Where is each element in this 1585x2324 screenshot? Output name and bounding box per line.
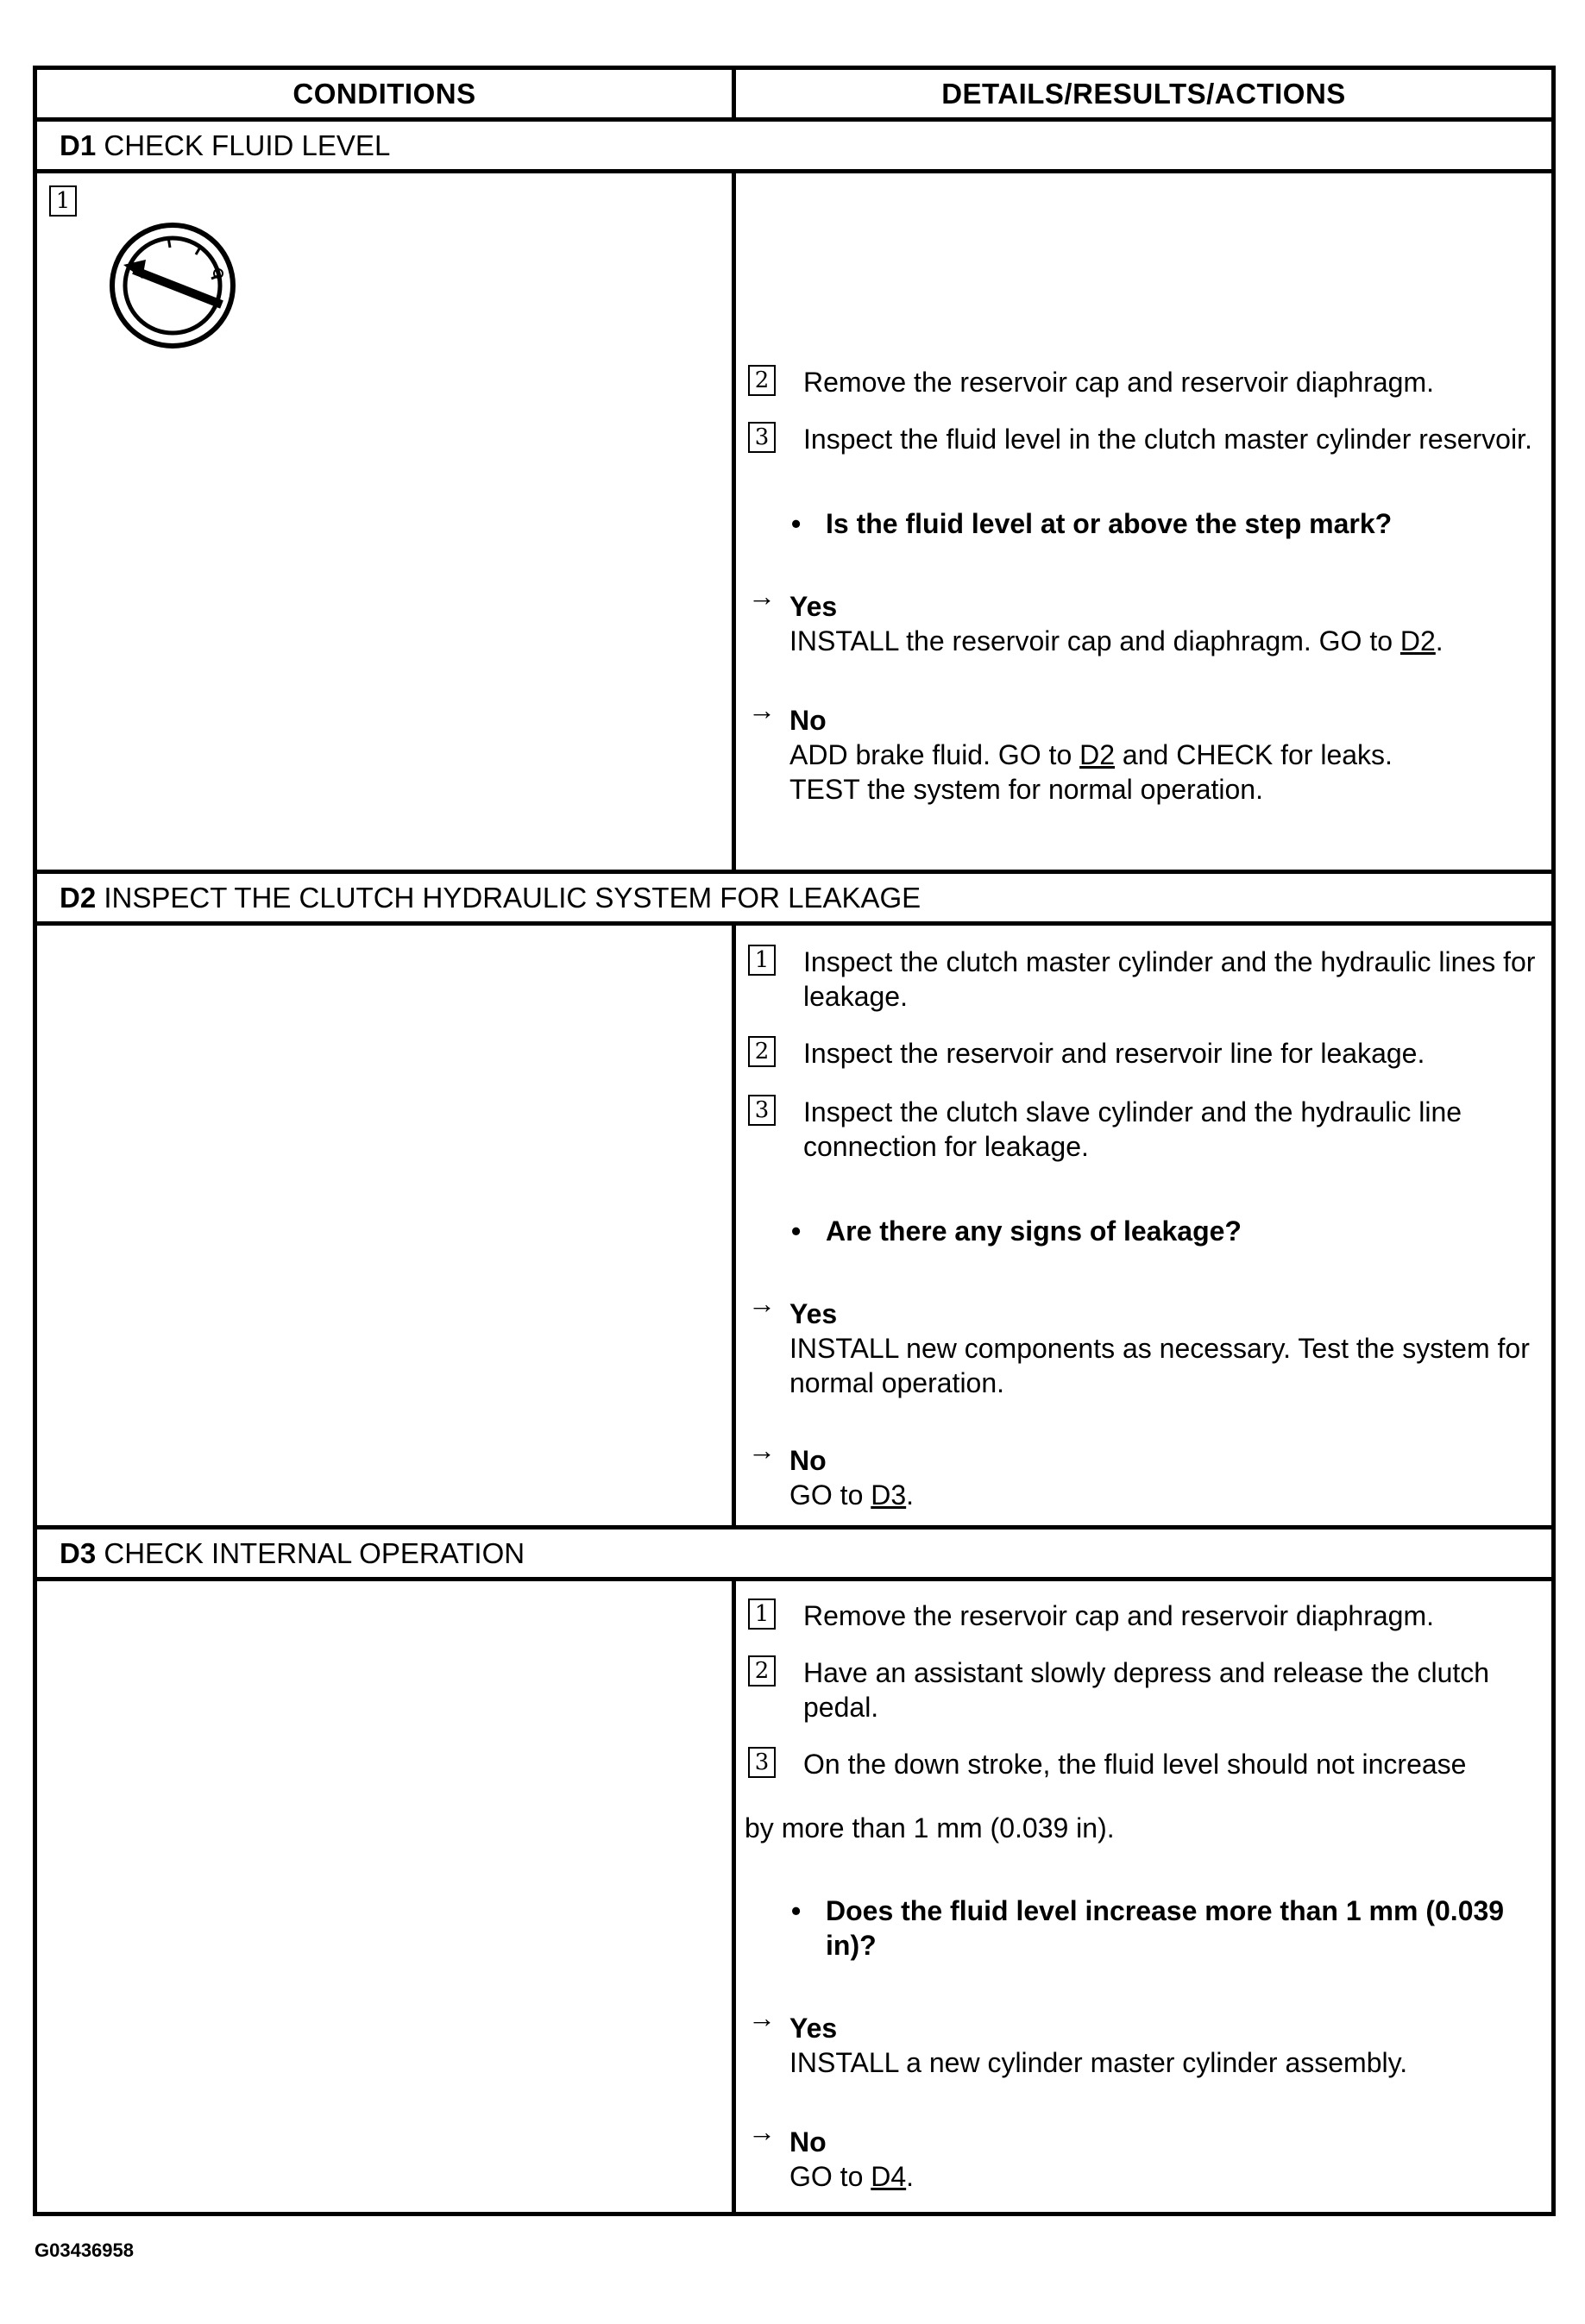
step-number-box: 2 bbox=[748, 1655, 776, 1686]
step-text: Have an assistant slowly depress and release the clutch pedal. bbox=[803, 1657, 1490, 1723]
link-d2[interactable]: D2 bbox=[1399, 625, 1436, 656]
action-text: GO to bbox=[789, 1479, 864, 1511]
step-3 bbox=[748, 1095, 1551, 1164]
section-code: D2 bbox=[60, 881, 97, 914]
arrow-icon: → bbox=[748, 2116, 776, 2147]
details-header: DETAILS/RESULTS/ACTIONS bbox=[734, 68, 1554, 120]
section-d1-title bbox=[35, 120, 1554, 172]
step-number-box: 1 bbox=[748, 1599, 776, 1630]
step-text: On the down stroke, the fluid level should not increase bbox=[803, 1749, 1467, 1780]
section-d2-title bbox=[35, 872, 1554, 924]
conditions-cell bbox=[35, 924, 734, 1528]
step-3 bbox=[748, 1747, 1551, 1781]
no-action bbox=[748, 738, 1551, 772]
question bbox=[791, 1894, 1551, 1963]
no-label: No bbox=[789, 705, 827, 736]
no-label: No bbox=[789, 1445, 827, 1476]
step-number-box: 3 bbox=[748, 422, 776, 453]
question-text: Are there any signs of leakage? bbox=[826, 1215, 1242, 1247]
yes-answer bbox=[748, 2002, 1551, 2080]
conditions-header: CONDITIONS bbox=[35, 68, 734, 120]
step-text: Inspect the clutch master cylinder and the hydraulic lines for leakage. bbox=[803, 946, 1536, 1012]
section-d2-body bbox=[35, 924, 1554, 1528]
step-text: Inspect the clutch slave cylinder and the hydraulic line connection for leakage. bbox=[803, 1096, 1462, 1162]
details-cell bbox=[734, 1580, 1554, 2214]
action-text: ADD brake fluid. GO to bbox=[789, 739, 1072, 770]
step-number-box: 1 bbox=[748, 945, 776, 976]
step-text: Remove the reservoir cap and reservoir diaphragm. bbox=[803, 1600, 1434, 1631]
bullet-icon: • bbox=[791, 1895, 802, 1926]
step-number-box: 2 bbox=[748, 1036, 776, 1067]
table-header-row bbox=[35, 68, 1554, 120]
step-2 bbox=[748, 365, 1551, 399]
no-answer bbox=[748, 1435, 1551, 1512]
action-text: GO to bbox=[789, 2161, 864, 2192]
arrow-icon: → bbox=[748, 1435, 776, 1466]
conditions-cell bbox=[35, 1580, 734, 2214]
bullet-icon: • bbox=[791, 508, 802, 539]
section-d3-title bbox=[35, 1528, 1554, 1580]
action-text: INSTALL the reservoir cap and diaphragm. GO to bbox=[789, 625, 1393, 656]
details-cell bbox=[734, 924, 1554, 1528]
yes-answer bbox=[748, 581, 1551, 658]
section-title: INSPECT THE CLUTCH HYDRAULIC SYSTEM FOR LEAKAGE bbox=[104, 881, 921, 914]
section-code: D1 bbox=[60, 129, 97, 161]
step-3 bbox=[748, 422, 1551, 456]
section-title: CHECK FLUID LEVEL bbox=[104, 129, 391, 161]
question bbox=[791, 1214, 1551, 1248]
section-d3-body bbox=[35, 1580, 1554, 2214]
action-text-end: and CHECK for leaks. bbox=[1122, 739, 1393, 770]
action-text-end: . bbox=[906, 1479, 915, 1511]
arrow-icon: → bbox=[748, 581, 776, 612]
link-d3[interactable]: D3 bbox=[871, 1479, 907, 1511]
question-text: Does the fluid level increase more than 1 mm (0.039 in)? bbox=[826, 1895, 1505, 1961]
yes-action: INSTALL new components as necessary. Test the system for normal operation. bbox=[789, 1333, 1530, 1398]
no-label: No bbox=[789, 2126, 827, 2158]
clock-gauge-icon bbox=[108, 222, 237, 349]
no-action-line2: TEST the system for normal operation. bbox=[789, 774, 1263, 805]
step-2 bbox=[748, 1655, 1551, 1724]
no-action bbox=[748, 2159, 1551, 2194]
link-d2[interactable]: D2 bbox=[1079, 739, 1116, 770]
yes-label: Yes bbox=[789, 591, 838, 622]
question-text: Is the fluid level at or above the step mark? bbox=[826, 508, 1393, 539]
yes-label: Yes bbox=[789, 1298, 838, 1329]
step-number-box: 3 bbox=[748, 1095, 776, 1126]
section-d2-title-row bbox=[35, 872, 1554, 924]
yes-action: INSTALL a new cylinder master cylinder assembly. bbox=[789, 2047, 1408, 2078]
step-text: Inspect the reservoir and reservoir line for leakage. bbox=[803, 1038, 1425, 1069]
arrow-icon: → bbox=[748, 694, 776, 725]
action-text-end: . bbox=[1435, 625, 1443, 656]
step-1 bbox=[748, 945, 1551, 1014]
step-number-box: 3 bbox=[748, 1747, 776, 1778]
step-3-continued: by more than 1 mm (0.039 in). bbox=[745, 1812, 1115, 1843]
section-code: D3 bbox=[60, 1536, 97, 1569]
step-text: Inspect the fluid level in the clutch master cylinder reservoir. bbox=[803, 424, 1532, 455]
details-cell bbox=[734, 172, 1554, 872]
arrow-icon: → bbox=[748, 2002, 776, 2033]
step-text: Remove the reservoir cap and reservoir diaphragm. bbox=[803, 367, 1434, 398]
section-d3-title-row bbox=[35, 1528, 1554, 1580]
arrow-icon: → bbox=[748, 1288, 776, 1319]
no-answer bbox=[748, 694, 1551, 807]
yes-action bbox=[748, 624, 1551, 658]
section-title: CHECK INTERNAL OPERATION bbox=[104, 1536, 525, 1569]
link-d4[interactable]: D4 bbox=[871, 2161, 907, 2192]
yes-answer bbox=[748, 1288, 1551, 1400]
step-number-box: 1 bbox=[49, 185, 77, 217]
figure-id: G03436958 bbox=[35, 2239, 134, 2261]
bullet-icon: • bbox=[791, 1215, 802, 1247]
no-answer bbox=[748, 2116, 1551, 2194]
section-d1-body bbox=[35, 172, 1554, 872]
yes-label: Yes bbox=[789, 2013, 838, 2044]
section-d1-title-row bbox=[35, 120, 1554, 172]
action-text-end: . bbox=[906, 2161, 915, 2192]
no-action bbox=[748, 1478, 1551, 1512]
conditions-cell bbox=[35, 172, 734, 872]
step-number-box: 2 bbox=[748, 365, 776, 396]
step-2 bbox=[748, 1036, 1551, 1071]
step-1 bbox=[748, 1599, 1551, 1633]
question bbox=[791, 506, 1551, 541]
diagnostic-table bbox=[33, 66, 1551, 2216]
